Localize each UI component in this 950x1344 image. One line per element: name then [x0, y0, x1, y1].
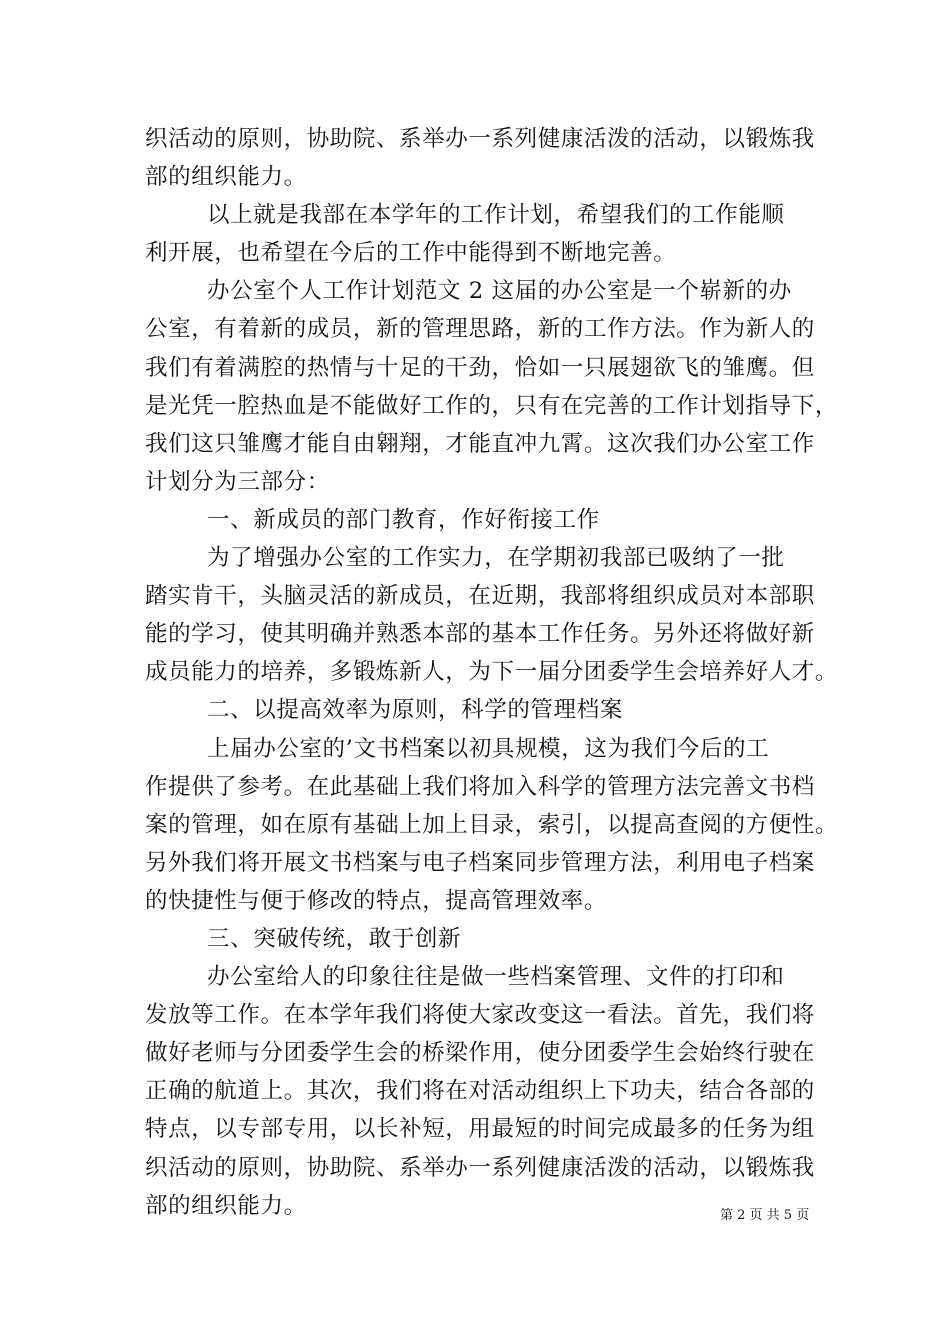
text-line: 织活动的原则，协助院、系举办一系列健康活泼的活动，以锻炼我: [145, 1154, 815, 1181]
section-heading: 二、以提高效率为原则，科学的管理档案: [145, 697, 623, 724]
text-line: 我们有着满腔的热情与十足的干劲，恰如一只展翅欲飞的雏鹰。但: [145, 354, 815, 381]
text-line: 另外我们将开展文书档案与电子档案同步管理方法，利用电子档案: [145, 849, 815, 876]
text-line: 成员能力的培养，多锻炼新人，为下一届分团委学生会培养好人才。: [145, 659, 839, 686]
text-line: 办公室给人的印象往往是做一些档案管理、文件的打印和: [145, 964, 785, 991]
text-line: 案的管理，如在原有基础上加上目录，索引，以提高查阅的方便性。: [145, 811, 839, 838]
text-line: 能的学习，使其明确并熟悉本部的基本工作任务。另外还将做好新: [145, 621, 815, 648]
section-heading: 三、突破传统，敢于创新: [145, 925, 462, 952]
text-line: 利开展，也希望在今后的工作中能得到不断地完善。: [145, 240, 677, 267]
text-line: 以上就是我部在本学年的工作计划，希望我们的工作能顺: [145, 202, 785, 229]
text-line: 为了增强办公室的工作实力，在学期初我部已吸纳了一批: [145, 545, 785, 572]
text-line: 织活动的原则，协助院、系举办一系列健康活泼的活动，以锻炼我: [145, 126, 815, 152]
text-line: 办公室个人工作计划范文 2 这届的办公室是一个崭新的办: [145, 278, 792, 305]
text-line: 上届办公室的’文书档案以初具规模，这为我们今后的工: [145, 735, 770, 762]
text-line: 特点，以专部专用，以长补短，用最短的时间完成最多的任务为组: [145, 1116, 815, 1143]
text-line: 计划分为三部分：: [145, 468, 330, 495]
text-line: 我们这只雏鹰才能自由翱翔，才能直冲九霄。这次我们办公室工作: [145, 430, 815, 457]
text-line: 做好老师与分团委学生会的桥梁作用，使分团委学生会始终行驶在: [145, 1040, 815, 1067]
page-number-footer: 第 2 页 共 5 页: [720, 1208, 810, 1223]
section-heading: 一、新成员的部门教育，作好衔接工作: [145, 506, 600, 533]
text-line: 正确的航道上。其次，我们将在对活动组织上下功夫，结合各部的: [145, 1078, 815, 1105]
text-line: 部的组织能力。: [145, 164, 307, 191]
text-line: 发放等工作。在本学年我们将使大家改变这一看法。首先，我们将: [145, 1002, 815, 1029]
text-line: 踏实肯干，头脑灵活的新成员，在近期，我部将组织成员对本部职: [145, 583, 815, 610]
text-line: 作提供了参考。在此基础上我们将加入科学的管理方法完善文书档: [145, 773, 815, 800]
text-line: 是光凭一腔热血是不能做好工作的，只有在完善的工作计划指导下，: [145, 392, 839, 419]
text-line: 公室，有着新的成员，新的管理思路，新的工作方法。作为新人的: [145, 316, 815, 343]
text-line: 部的组织能力。: [145, 1192, 307, 1219]
text-line: 的快捷性与便于修改的特点，提高管理效率。: [145, 887, 608, 914]
body-text: [145, 120, 839, 1225]
